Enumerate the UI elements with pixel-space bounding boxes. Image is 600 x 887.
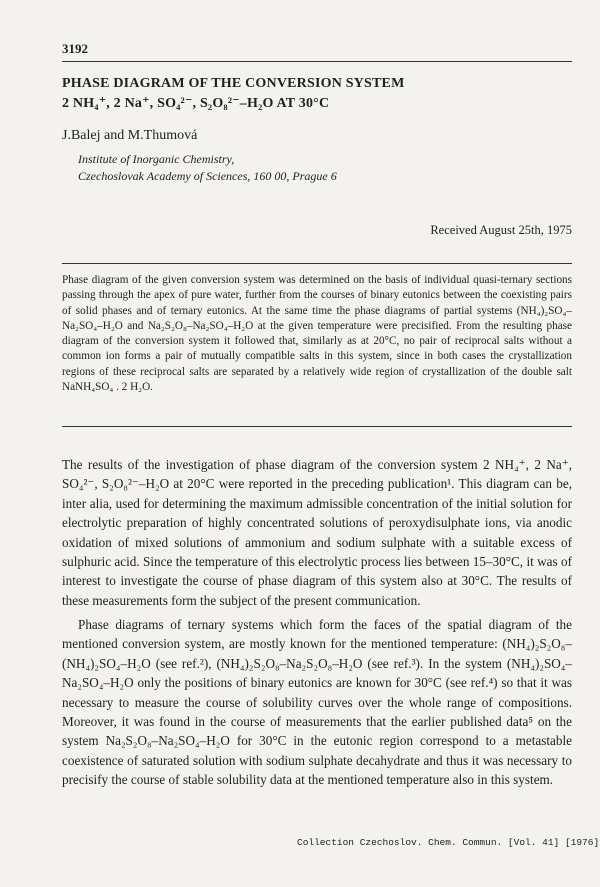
header-rule (62, 61, 572, 62)
abstract-bottom-rule (62, 426, 572, 427)
affiliation-line-1: Institute of Inorganic Chemistry, (78, 152, 235, 166)
abstract: Phase diagram of the given conversion system was determined on the basis of individual quasi-ternary sections passing through the apex of pure water, further from the courses of binary eutonics between the coexisting pairs of solid phases and of ternary eutonics. At the same time the phase diagrams of partial systems (NH₄)₂SO₄–Na₂SO₄–H₂O and Na₂S₂O₈–Na₂SO₄–H₂O at the given temperature were precisified. From the resulting phase diagram of the conversion system it followed that, similarly as at 20°C, no pair of reciprocal salts without a common ion forms a pair of mutually compatible salts in this system, since in both cases the crystallization regions of these reciprocal salts are separated by a relatively wide region of crystallization of the double salt NaNH₄SO₄ . 2 H₂O. (62, 274, 572, 394)
affiliation-line-2: Czechoslovak Academy of Sciences, 160 00, Prague 6 (78, 169, 337, 183)
received-date: Received August 25th, 1975 (430, 223, 572, 237)
article-title (62, 74, 404, 114)
title-line-1: PHASE DIAGRAM OF THE CONVERSION SYSTEM (62, 76, 405, 91)
journal-footer: Collection Czechoslov. Chem. Commun. [Vol. 41] [1976] (297, 837, 600, 848)
affiliation (78, 151, 337, 185)
body-paragraph-1: The results of the investigation of phase diagram of the conversion system 2 NH₄⁺, 2 Na⁺, SO₄²⁻, S₂O₈²⁻–H₂O at 20°C were reported in the preceding publication¹. This diagram can be, inter alia, used for determining the maximum admissible concentration of the initial solution for electrolytic preparation of highly concentrated solutions of peroxydisulphate ions, via anodic oxidation of mixed solutions of ammonium and sodium sulphate with a suitable excess of sulphuric acid. Since the temperature of this electrolytic process lies between 15–30°C, it was of interest to investigate the course of phase diagram of this system also at 30°C. The results of these measurements form the subject of the present communication. (62, 457, 572, 608)
page-number: 3192 (62, 41, 88, 56)
title-line-2: 2 NH₄⁺, 2 Na⁺, SO₄²⁻, S₂O₈²⁻–H₂O AT 30°C (62, 96, 330, 111)
abstract-top-rule (62, 263, 572, 264)
authors: J.Balej and M.Thumová (62, 128, 198, 143)
body-paragraph-2: Phase diagrams of ternary systems which form the faces of the spatial diagram of the mentioned conversion system, are mostly known for the mentioned temperature: (NH₄)₂S₂O₈–(NH₄)₂SO₄–H₂O (see ref.²), (NH₄)₂S₂O₈–Na₂S₂O₈–H₂O (see ref.³). In the system (NH₄)₂SO₄–Na₂SO₄–H₂O only the positions of binary eutonics are known for 30°C (see ref.⁴) so that it was necessary to measure the course of solubility curves over the whole range of compositions. Moreover, it was found in the course of measurements that the earlier published data⁵ on the system Na₂S₂O₈–Na₂SO₄–H₂O for 30°C in the eutonic region correspond to a metastable coexistence of saturated solution with sodium sulphate decahydrate and thus it was necessary to precisify the course of stable solubility data at the mentioned temperature also in this system. (62, 617, 572, 788)
